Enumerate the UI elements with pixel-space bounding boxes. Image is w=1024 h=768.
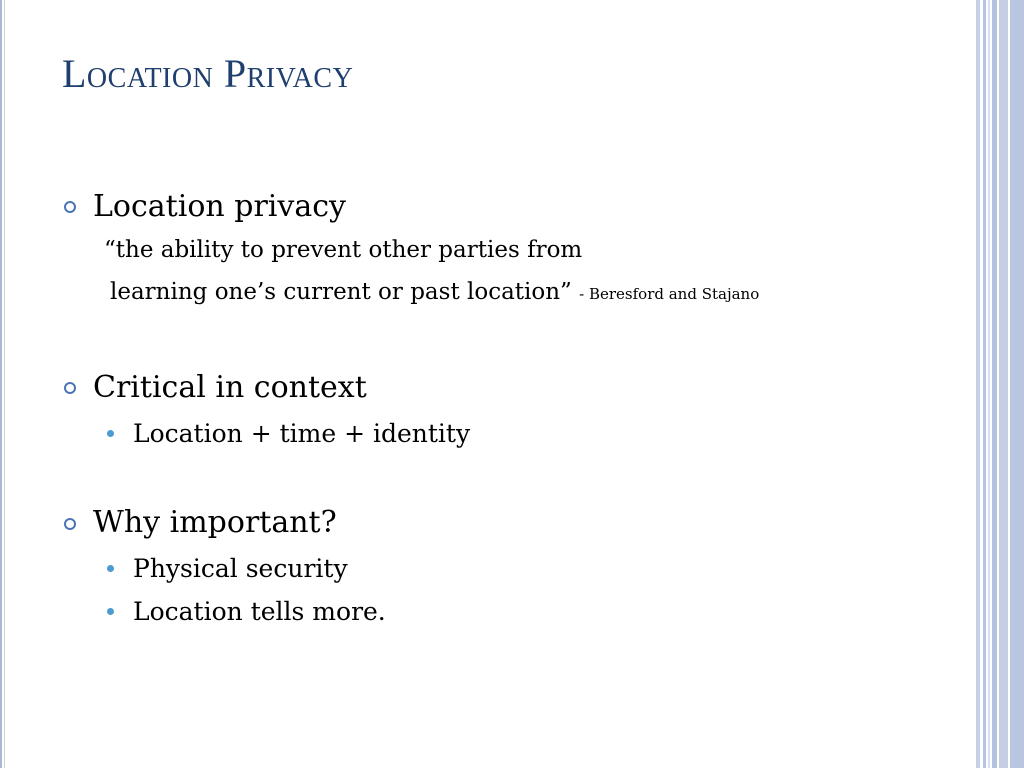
dot-bullet-icon [107, 565, 114, 572]
slide-title: Location Privacy [62, 51, 354, 96]
ring-bullet-icon [64, 382, 76, 394]
dot-bullet-icon [107, 608, 114, 615]
ring-bullet-icon [64, 518, 76, 530]
left-border-inner [4, 0, 5, 768]
definition-quote-line-1: “the ability to prevent other parties from [104, 237, 583, 263]
dot-bullet-icon [107, 430, 114, 437]
bullet-why-important: Why important? [93, 505, 337, 540]
ring-bullet-icon [64, 201, 76, 213]
quote-attribution: - Beresford and Stajano [579, 285, 760, 303]
left-border [0, 0, 2, 768]
bullet-critical-in-context: Critical in context [93, 370, 367, 405]
sub-bullet-location-time-identity: Location + time + identity [133, 419, 471, 448]
definition-quote-line-2 [110, 281, 759, 304]
bullet-location-privacy: Location privacy [93, 189, 346, 224]
decorative-stripe [976, 0, 980, 768]
decorative-stripe [999, 0, 1008, 768]
decorative-stripe [1010, 0, 1024, 768]
decorative-stripe [983, 0, 986, 768]
sub-bullet-location-tells-more: Location tells more. [133, 597, 386, 626]
sub-bullet-physical-security: Physical security [133, 554, 348, 583]
definition-quote-text: learning one’s current or past location” [110, 279, 572, 305]
decorative-stripe [992, 0, 997, 768]
decorative-stripe [988, 0, 990, 768]
